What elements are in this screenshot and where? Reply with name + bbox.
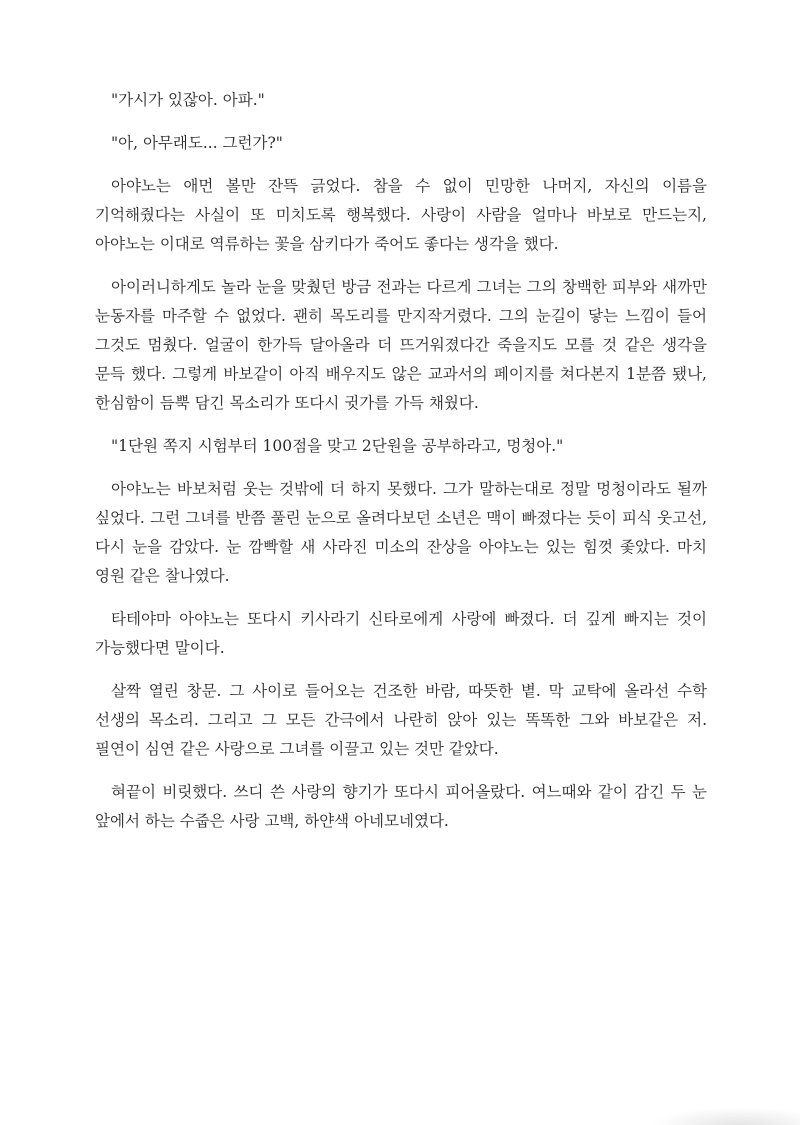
paragraph: 혀끝이 비릿했다. 쓰디 쓴 사랑의 향기가 또다시 피어올랐다. 여느때와 같이 감긴 두 눈 앞에서 하는 수줍은 사랑 고백, 하얀색 아네모네였다.	[95, 783, 707, 830]
paragraph: 살짝 열린 창문. 그 사이로 들어오는 건조한 바람, 따뜻한 볕. 막 교탁에 올라선 수학 선생의 목소리. 그리고 그 모든 간극에서 나란히 앉아 있는 똑똑한 그와 바보같은 저. 필연이 심연 같은 사랑으로 그녀를 이끌고 있는 것만 같았다.	[95, 682, 707, 758]
document-body	[95, 86, 707, 850]
paragraph: 아야노는 바보처럼 웃는 것밖에 더 하지 못했다. 그가 말하는대로 정말 멍청이라도 될까 싶었다. 그런 그녀를 반쯤 풀린 눈으로 올려다보던 소년은 맥이 빠졌다는 듯이 피식 웃고선, 다시 눈을 감았다. 눈 깜빡할 새 사라진 미소의 잔상을 아야노는 있는 힘껏 좇았다. 마치 영원 같은 찰나였다.	[95, 480, 707, 585]
paragraph: 아이러니하게도 놀라 눈을 맞췄던 방금 전과는 다르게 그녀는 그의 창백한 피부와 새까만 눈동자를 마주할 수 없었다. 괜히 목도리를 만지작거렸다. 그의 눈길이 닿는 느낌이 들어 그것도 멈췄다. 얼굴이 한가득 달아올라 더 뜨거워졌다간 죽을지도 모를 것 같은 생각을 문득 했다. 그렇게 바보같이 아직 배우지도 않은 교과서의 페이지를 쳐다본지 1분쯤 됐나, 한심함이 듬뿍 담긴 목소리가 또다시 귓가를 가득 채웠다.	[95, 278, 707, 412]
paragraph: "1단원 쪽지 시험부터 100점을 맞고 2단원을 공부하라고, 멍청아."	[111, 437, 564, 455]
paragraph: 타테야마 아야노는 또다시 키사라기 신타로에게 사랑에 빠졌다. 더 깊게 빠지는 것이 가능했다면 말이다.	[95, 610, 707, 657]
paragraph: "아, 아무래도... 그런가?"	[111, 134, 283, 152]
page-corner-shadow	[650, 1107, 800, 1125]
paragraph: 아야노는 애먼 볼만 잔뜩 긁었다. 참을 수 없이 민망한 나머지, 자신의 이름을 기억해줬다는 사실이 또 미치도록 행복했다. 사랑이 사람을 얼마나 바보로 만드는지, 아야노는 이대로 역류하는 꽃을 삼키다가 죽어도 좋다는 생각을 했다.	[95, 177, 707, 253]
paragraph: "가시가 있잖아. 아파."	[111, 91, 265, 109]
